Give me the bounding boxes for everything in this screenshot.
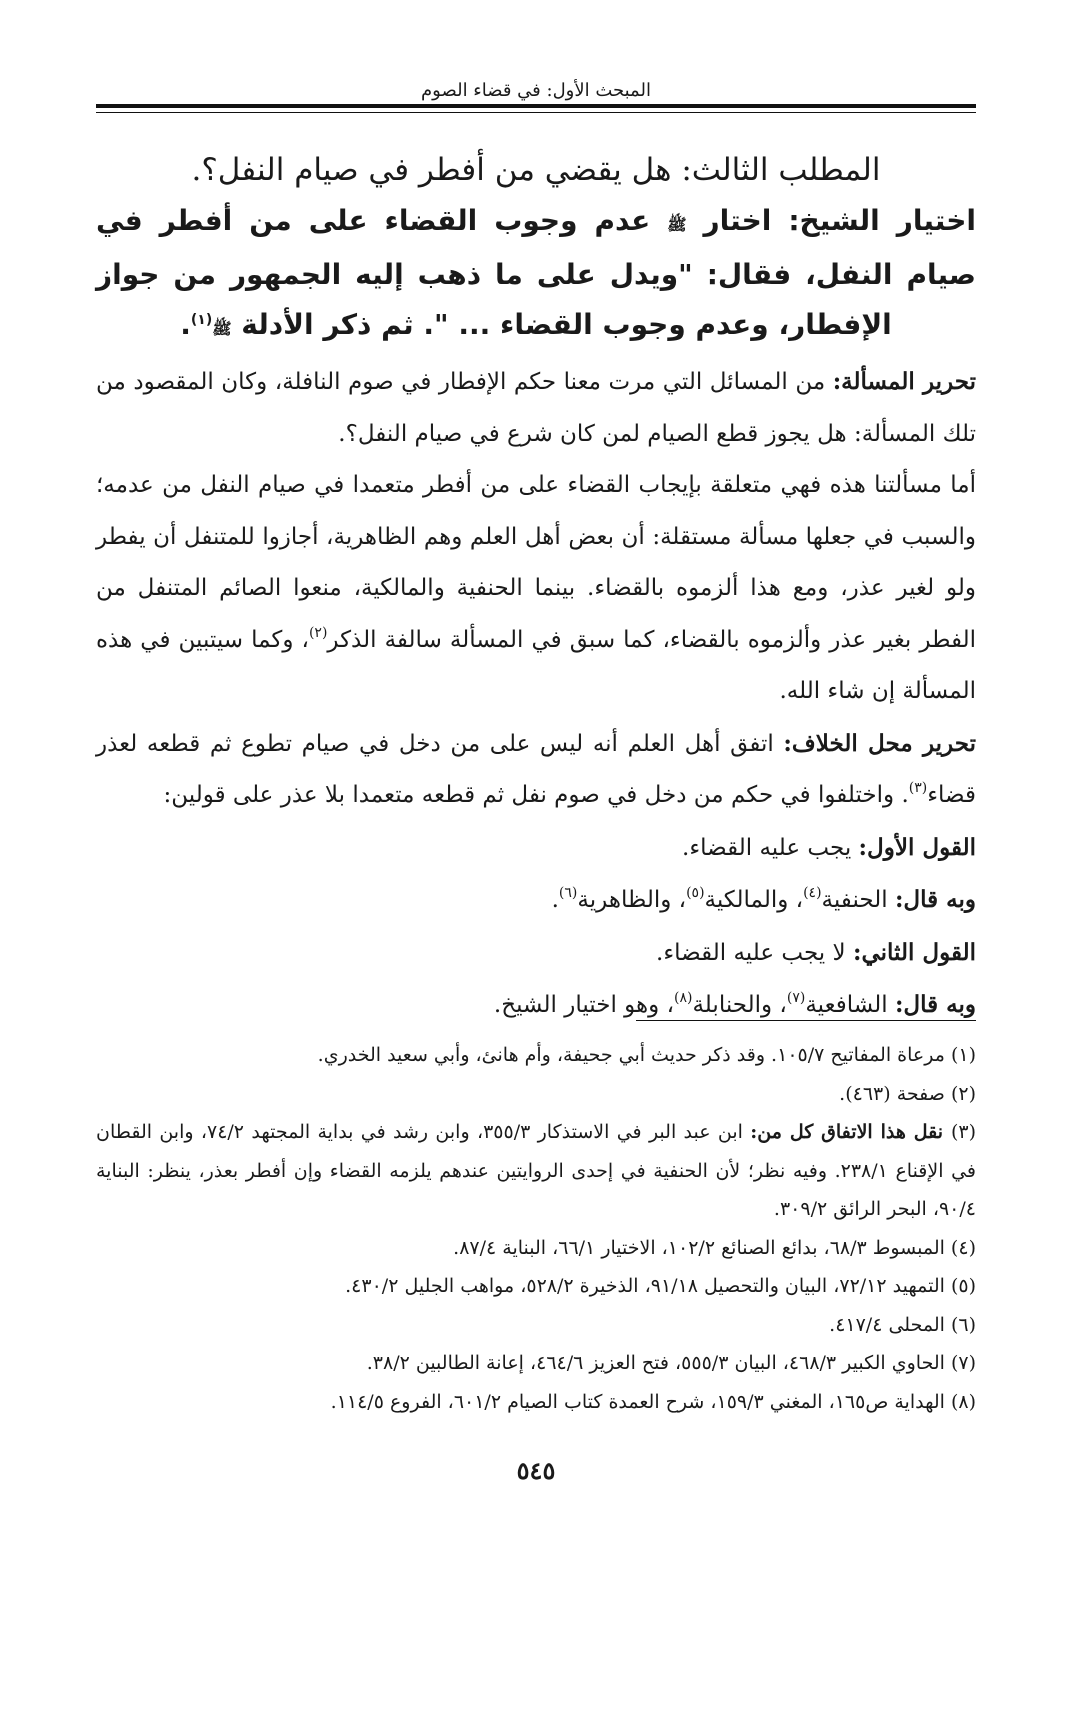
paragraph-dispute: تحرير محل الخلاف: اتفق أهل العلم أنه ليس على من دخل في صيام تطوع ثم قطعه لعذر قضاء$^{(٣)}$. واختلفوا في حكم من دخل في صوم نفل ثم قطعه متعمدا بلا عذر على قولين: — [96, 729, 976, 808]
honorific-glyph: ﷺ — [667, 215, 687, 234]
footnote-item: (٦) المحلى ٤١٧/٤. — [829, 1313, 976, 1336]
paragraph-label: وبه قال: — [894, 991, 976, 1018]
page-number: ٥٤٥ — [516, 1456, 556, 1485]
honorific-glyph: ﷺ — [212, 319, 232, 338]
running-header: المبحث الأول: في قضاء الصوم — [421, 80, 651, 101]
footnote-item: (٥) التمهيد ٧٢/١٢، البيان والتحصيل ٩١/١٨، الذخيرة ٥٢٨/٢، مواهب الجليل ٤٣٠/٢. — [345, 1275, 976, 1297]
paragraph-context: أما مسألتنا هذه فهي متعلقة بإيجاب القضاء على من أفطر متعمدا في صيام النفل من عدمه؛ والسبب في جعلها مسألة مستقلة: أن بعض أهل العلم وهم الظاهرية، أجازوا للمتنفل أن يفطر ولو لغير عذر، ومع هذا ألزموه بالقضاء. بينما الحنفية والمالكية، منعوا الصائم المتنفل من الفطر بغير عذر وألزموه بالقضاء، كما سبق في المسألة سالفة الذكر$^{(٢)}$، وكما سيتبين في هذه المسألة إن شاء الله. — [96, 472, 976, 704]
paragraph-issue: تحرير المسألة: من المسائل التي مرت معنا حكم الإفطار في صوم النافلة، وكان المقصود من تلك المسألة: هل يجوز قطع الصيام لمن كان شرع في صيام النفل؟. — [96, 368, 976, 447]
footnotes — [96, 1036, 976, 1421]
footnote-item: (٧) الحاوي الكبير ٤٦٨/٣، البيان ٥٥٥/٣، فتح العزيز ٤٦٤/٦، إعانة الطالبين ٣٨/٢. — [366, 1352, 976, 1374]
opinion-first: القول الأول: يجب عليه القضاء. — [682, 833, 976, 861]
section-heading — [96, 148, 976, 354]
opinion-first-holders: وبه قال: الحنفية$^{(٤)}$، والمالكية$^{(٥)}$، والظاهرية$^{(٦)}$. — [551, 885, 976, 913]
footnote-ref[interactable]: (٧) — [786, 990, 806, 1006]
section-title: المطلب الثالث: هل يقضي من أفطر في صيام النفل؟. — [191, 152, 881, 188]
paragraph-label: تحرير محل الخلاف: — [783, 729, 976, 757]
paragraph-label: وبه قال: — [894, 886, 976, 913]
sheikh-choice: اختيار الشيخ: اختار ﷺ عدم وجوب القضاء على من أفطر في صيام النفل، فقال: "ويدل على ما ذهب إليه الجمهور من جواز الإفطار، وعدم وجوب القضاء ... ". ثم ذكر الأدلة ﷺ$^{(١)}$. — [96, 204, 976, 341]
footnote-item: (٢) صفحة (٤٦٣). — [839, 1082, 976, 1105]
footnote-separator — [636, 1020, 976, 1021]
header-rule-thick — [96, 104, 976, 108]
paragraph-label: القول الأول: — [858, 833, 976, 861]
opinion-second: القول الثاني: لا يجب عليه القضاء. — [656, 938, 976, 966]
opinion-second-holders: وبه قال: الشافعية$^{(٧)}$، والحنابلة$^{(٨)}$، وهو اختيار الشيخ. — [493, 990, 976, 1018]
footnote-ref[interactable]: (١) — [190, 312, 213, 328]
body-text — [96, 356, 976, 1032]
footnote-ref[interactable]: (٤) — [803, 885, 822, 901]
footnote-ref[interactable]: (٦) — [558, 885, 578, 901]
footnote-ref[interactable]: (٣) — [908, 780, 928, 796]
footnote-item: (١) مرعاة المفاتيح ١٠٥/٧. وقد ذكر حديث أبي جحيفة، وأم هانئ، وأبي سعيد الخدري. — [317, 1044, 976, 1066]
header-rule-thin — [96, 112, 976, 113]
footnote-ref[interactable]: (٨) — [674, 990, 693, 1006]
sheikh-choice-label: اختيار الشيخ: — [788, 204, 976, 237]
footnote-ref[interactable]: (٢) — [308, 624, 328, 641]
footnote-item: (٣) نقل هذا الاتفاق كل من: ابن عبد البر في الاستذكار ٣٥٥/٣، وابن رشد في بداية المجتهد ٧٤/٢، وابن القطان في الإقناع ٢٣٨/١. وفيه نظر؛ لأن الحنفية في إحدى الروايتين عندهم يلزمه القضاء وإن أفطر بعذر، ينظر: البناية ٩٠/٤، البحر الرائق ٣٠٩/٢. — [96, 1121, 976, 1220]
footnote-item: (٨) الهداية ص١٦٥، المغني ١٥٩/٣، شرح العمدة كتاب الصيام ٦٠١/٢، الفروع ١١٤/٥. — [330, 1390, 976, 1413]
footnote-item: (٤) المبسوط ٦٨/٣، بدائع الصنائع ١٠٢/٢، الاختيار ٦٦/١، البناية ٨٧/٤. — [453, 1236, 976, 1259]
footnote-label: نقل هذا الاتفاق كل من: — [750, 1121, 951, 1143]
paragraph-label: القول الثاني: — [852, 938, 976, 966]
footnote-ref[interactable]: (٥) — [686, 885, 705, 901]
paragraph-label: تحرير المسألة: — [832, 368, 976, 395]
